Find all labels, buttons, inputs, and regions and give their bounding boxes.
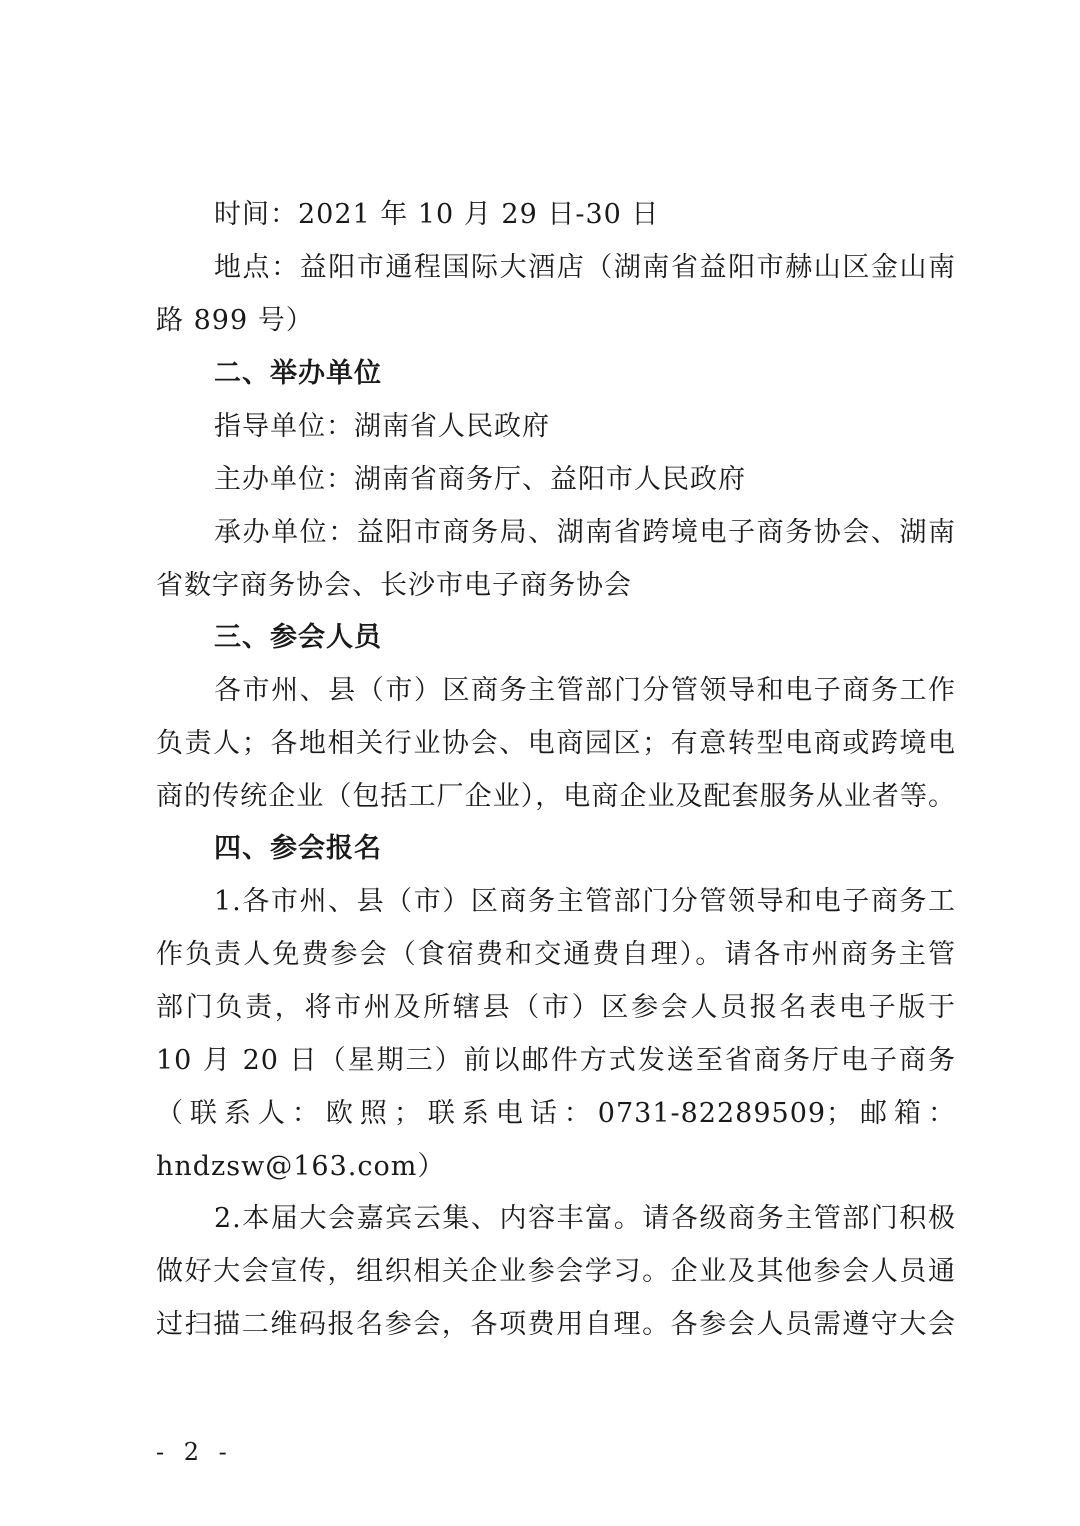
location-line-2: 路 899 号） <box>156 305 314 336</box>
registration-2-line-2: 做好大会宣传，组织相关企业参会学习。企业及其他参会人员通 <box>156 1256 956 1287</box>
section-heading-registration: 四、参会报名 <box>214 833 382 864</box>
registration-1-line-1: 1.各市州、县（市）区商务主管部门分管领导和电子商务工 <box>214 886 956 917</box>
registration-1-line-3: 部门负责，将市州及所辖县（市）区参会人员报名表电子版于 <box>156 992 956 1023</box>
attendees-line-1: 各市州、县（市）区商务主管部门分管领导和电子商务工作 <box>214 675 956 706</box>
contact-info-line: （联系人：欧照；联系电话：0731-82289509；邮箱： <box>156 1098 956 1129</box>
section-heading-organizers: 二、举办单位 <box>214 358 382 389</box>
time-line: 时间：2021 年 10 月 29 日-30 日 <box>214 199 660 230</box>
email-line: hndzsw@163.com） <box>156 1151 446 1182</box>
host-unit-line: 主办单位：湖南省商务厅、益阳市人民政府 <box>214 464 746 495</box>
attendees-line-2: 负责人；各地相关行业协会、电商园区；有意转型电商或跨境电 <box>156 728 956 759</box>
registration-1-line-4: 10 月 20 日（星期三）前以邮件方式发送至省商务厅电子商务 <box>156 1045 956 1076</box>
attendees-line-3: 商的传统企业（包括工厂企业），电商企业及配套服务从业者等。 <box>156 781 956 812</box>
registration-2-line-1: 2.本届大会嘉宾云集、内容丰富。请各级商务主管部门积极 <box>214 1203 956 1234</box>
page-number: - 2 - <box>156 1438 233 1466</box>
guiding-unit-line: 指导单位：湖南省人民政府 <box>214 411 550 442</box>
location-line-1: 地点：益阳市通程国际大酒店（湖南省益阳市赫山区金山南 <box>214 252 956 283</box>
registration-1-line-2: 作负责人免费参会（食宿费和交通费自理）。请各市州商务主管 <box>156 939 956 970</box>
organizer-line-1: 承办单位：益阳市商务局、湖南省跨境电子商务协会、湖南 <box>214 517 956 548</box>
registration-2-line-3: 过扫描二维码报名参会，各项费用自理。各参会人员需遵守大会 <box>156 1309 956 1340</box>
organizer-line-2: 省数字商务协会、长沙市电子商务协会 <box>156 570 632 601</box>
section-heading-attendees: 三、参会人员 <box>214 622 382 653</box>
